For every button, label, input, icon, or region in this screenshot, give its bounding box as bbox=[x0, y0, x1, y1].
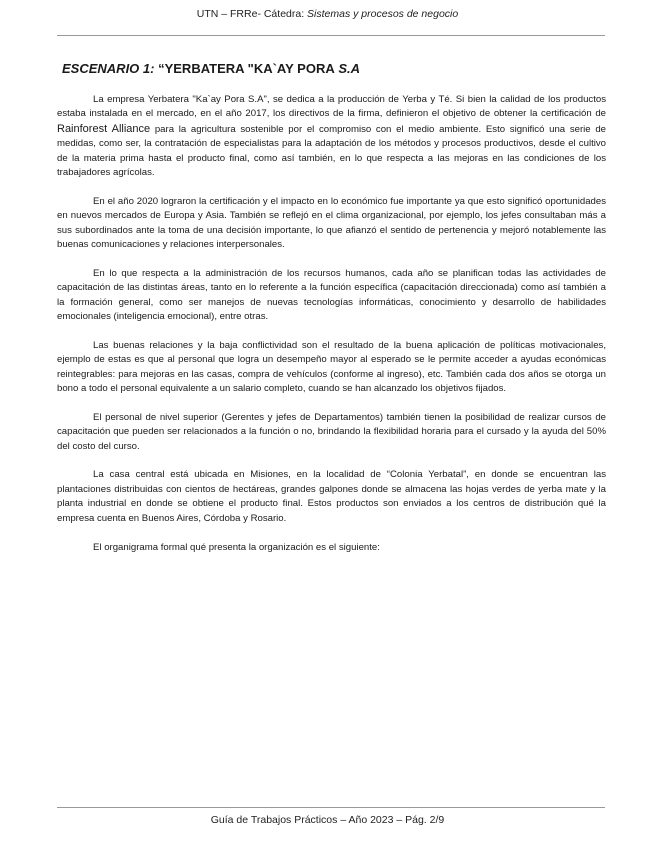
certification-name: Rainforest Alliance bbox=[57, 122, 151, 135]
scenario-title bbox=[62, 61, 360, 76]
page-header bbox=[0, 8, 655, 20]
paragraph-5: El personal de nivel superior (Gerentes y jefes de Departamentos) también tienen la posibilidad de realizar cursos de capacitación que pueden ser relacionados a la función o no, brindando la flexibilidad horaria para el cursado y la ayuda del 50% del costo del curso. bbox=[57, 411, 606, 452]
header-prefix: UTN – FRRe- Cátedra: bbox=[196, 8, 308, 20]
page-footer: Guía de Trabajos Prácticos – Año 2023 – Pág. 2/9 bbox=[210, 814, 445, 826]
paragraph-6: La casa central está ubicada en Misiones, en la localidad de “Colonia Yerbatal”, en donde se encuentran las plantaciones distribuidas con cientos de hectáreas, grandes galpones donde se almacena las hojas verdes de yerba mate y la planta industrial en donde se obtiene el producto final. Estos productos son enviados a los centros de distribución qué la empresa cuenta en Buenos Aires, Córdoba y Rosario. bbox=[57, 469, 606, 524]
scenario-label: ESCENARIO 1: bbox=[62, 61, 155, 76]
paragraph-2: En el año 2020 lograron la certificación y el impacto en lo económico fue importante ya que esto significó oportunidades en nuevos mercados de Europa y Asia. También se reflejó en el clima organizacional, por ejemplo, los jefes consultaban más a sus subordinados ante la toma de una decisión importante, lo que afianzó el sentido de pertenencia y mejoró notablemente las buenas comunicaciones y relaciones interpersonales. bbox=[57, 195, 606, 251]
footer-divider bbox=[57, 807, 605, 808]
company-name: YERBATERA "KA`AY PORA bbox=[164, 61, 335, 76]
paragraph-1 bbox=[57, 93, 606, 180]
paragraph-1-part-b: para la agricultura sostenible por el compromiso con el medio ambiente. Esto significó una serie de medidas, como ser, la contratación de especialistas para la adaptación de los métodos y procesos productivos, desde el cultivo de la materia prima hasta el producto final, como así también, en lo que respecta a las mejoras en las condiciones de los trabajadores agrícolas. bbox=[57, 123, 606, 179]
paragraph-4: Las buenas relaciones y la baja conflictividad son el resultado de la buena aplicación de políticas motivacionales, ejemplo de estas es que al personal que logra un desempeño mayor al esperado se le permite acceder a ayudas económicas reintegrables: para mejoras en las casas, compra de vehículos (conforme al ingreso), etc. También cada dos años se otorga un bono a todo el personal equivalente a un salario completo, cuando se han alcanzado los objetivos fijados. bbox=[57, 339, 606, 395]
paragraph-7: El organigrama formal qué presenta la organización es el siguiente: bbox=[93, 541, 380, 553]
header-subject: Sistemas y procesos de negocio bbox=[307, 8, 459, 20]
paragraph-3: En lo que respecta a la administración de los recursos humanos, cada año se planifican todas las actividades de capacitación de las distintas áreas, tanto en lo referente a la función específica (capacitación direccionada) como así también a la formación general, como ser manejos de nuevas tecnologías informáticas, conocimiento y desarrollo de habilidades emocionales (inteligencia emocional), entre otras. bbox=[57, 267, 606, 323]
paragraph-1-part-a: La empresa Yerbatera "Ka`ay Pora S.A", se dedica a la producción de Yerba y Té. Si bien la calidad de los productos estaba instalada en el mercado, en el año 2017, los directivos de la firma, definieron el objetivo de obtener la certificación de bbox=[57, 94, 606, 120]
document-body bbox=[57, 93, 606, 569]
header-divider bbox=[57, 35, 605, 36]
company-suffix: S.A bbox=[334, 61, 361, 76]
scenario-quote: “ bbox=[154, 61, 165, 76]
